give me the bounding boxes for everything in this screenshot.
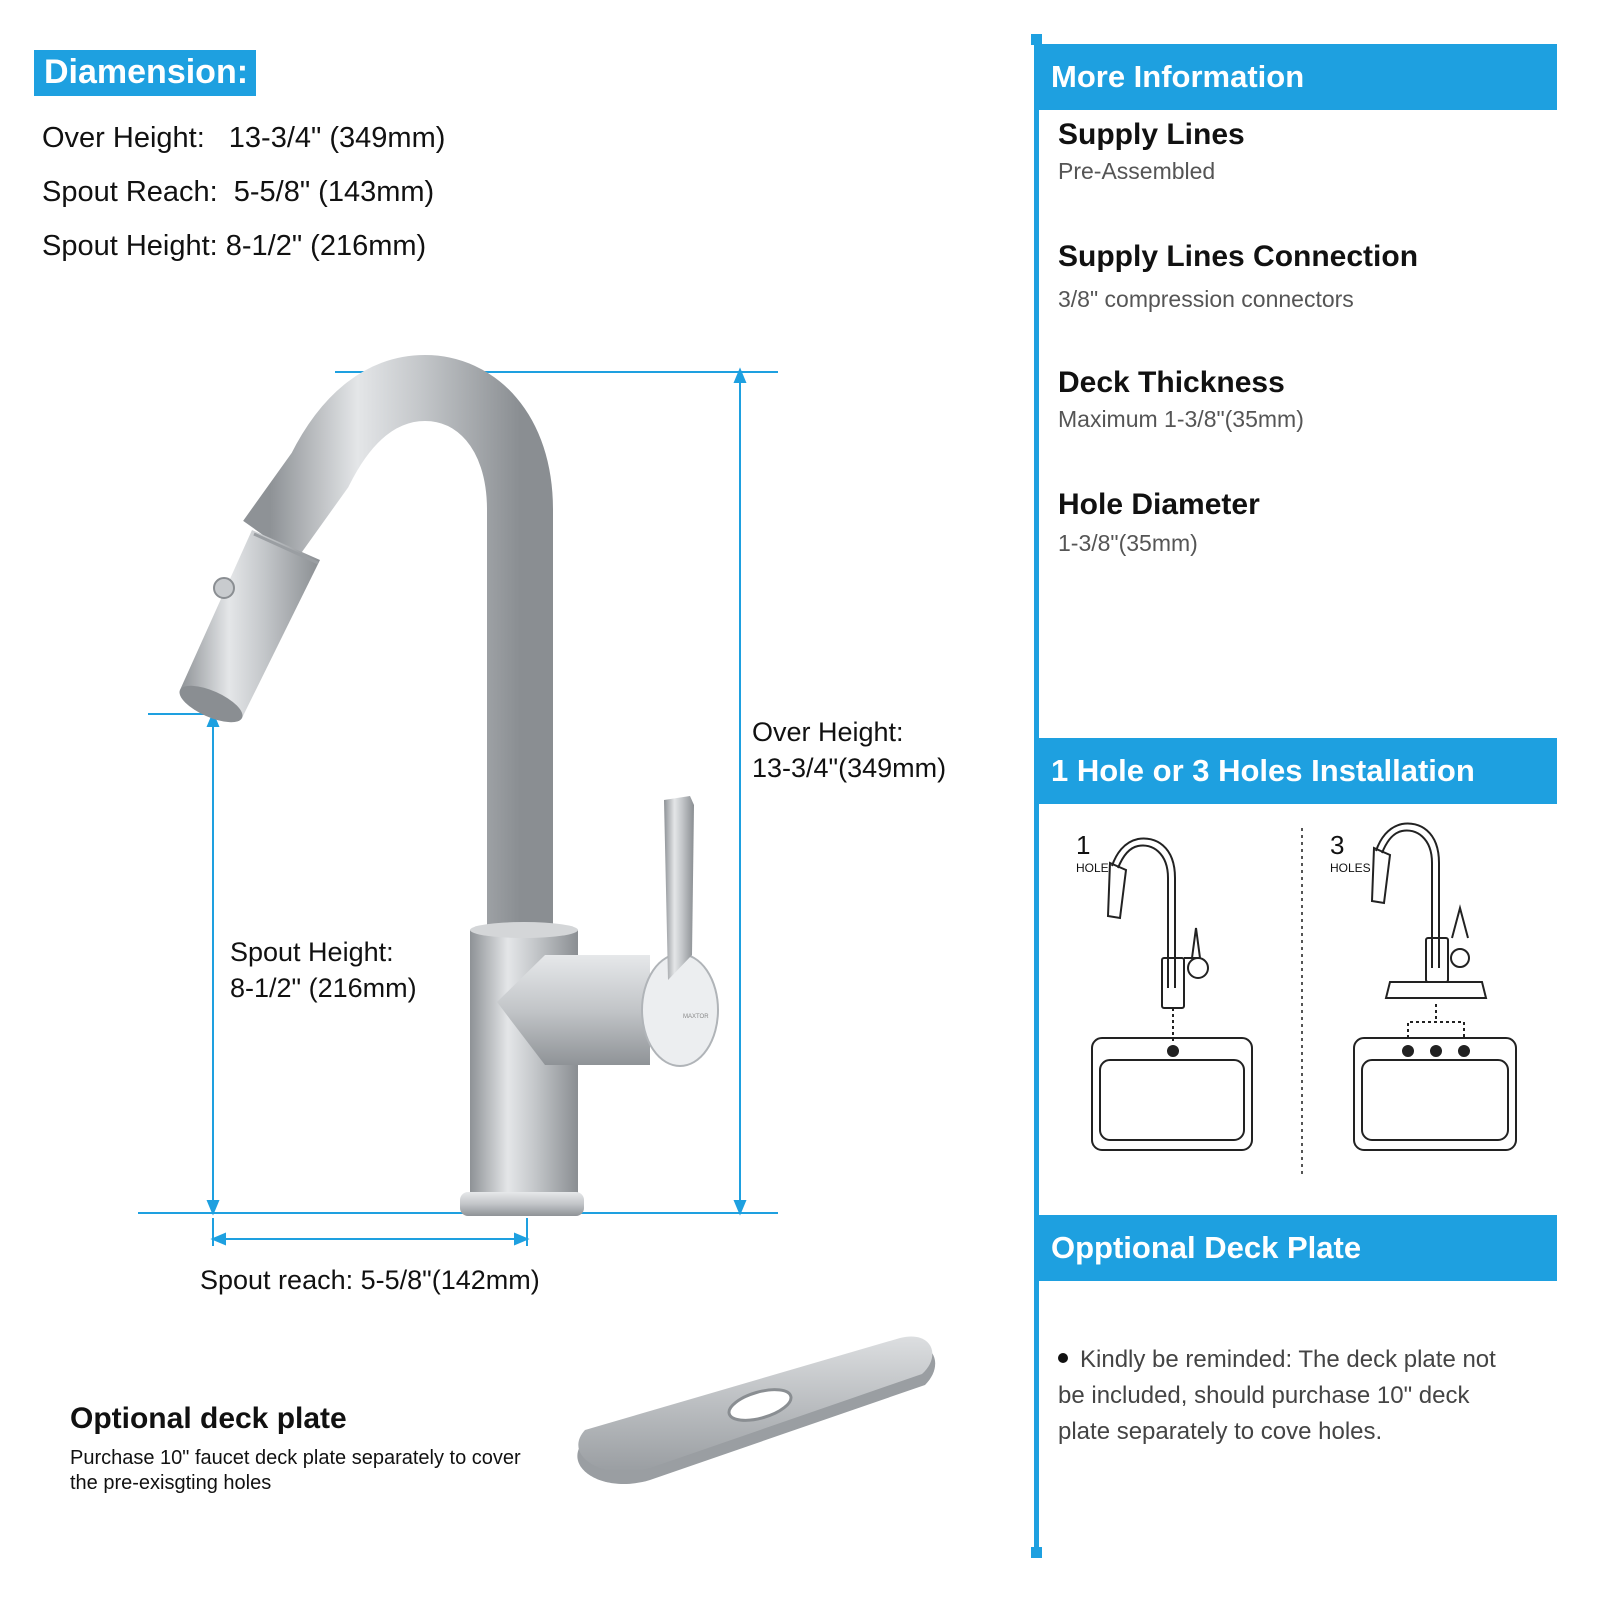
over-height-value: 13-3/4"(349mm) — [752, 753, 947, 783]
info-value: Pre-Assembled — [1058, 158, 1216, 184]
one-hole-label — [1076, 830, 1109, 875]
spout-height-label: Spout Height: — [230, 937, 394, 967]
installation-header: 1 Hole or 3 Holes Installation — [1039, 738, 1557, 804]
info-label: Supply Lines Connection — [1058, 240, 1419, 273]
faucet-image — [175, 388, 718, 1216]
spout-height-value: 8-1/2" (216mm) — [230, 973, 417, 1003]
hole-text: HOLE — [1076, 861, 1109, 875]
arrow-down — [735, 1201, 745, 1213]
deck-note-text: Kindly be reminded: The deck plate not be included, should purchase 10" deck plate separately to cove holes. — [1058, 1346, 1496, 1445]
info-value: 3/8" compression connectors — [1058, 286, 1354, 312]
spec-value: 13-3/4" (349mm) — [228, 122, 446, 154]
spout-reach-label: Spout reach: 5-5/8"(142mm) — [200, 1265, 540, 1295]
divider-cap-bottom — [1031, 1547, 1042, 1558]
spec-value: 5-5/8" (143mm) — [233, 176, 435, 208]
over-height-annotation — [752, 714, 946, 786]
installation-diagram — [1040, 808, 1560, 1198]
deck-plate-title: Optional deck plate — [70, 1402, 347, 1435]
arrow-down — [208, 1201, 218, 1213]
hole-number: 1 — [1076, 830, 1091, 860]
info-label: Hole Diameter — [1058, 488, 1260, 521]
hole-number: 3 — [1330, 830, 1345, 860]
info-label: Supply Lines — [1058, 118, 1245, 151]
more-info-header: More Information — [1039, 44, 1557, 110]
three-hole-label — [1330, 830, 1371, 875]
spec-label: Spout Height: — [42, 230, 218, 262]
deck-note — [1058, 1342, 1528, 1450]
spec-label: Spout Reach: — [42, 176, 218, 208]
arrow-left — [213, 1234, 225, 1244]
spec-label: Over Height: — [42, 122, 205, 154]
spout-height-annotation — [230, 934, 417, 1006]
bullet-icon — [1058, 1353, 1068, 1363]
over-height-label: Over Height: — [752, 717, 904, 747]
arrow-right — [515, 1234, 527, 1244]
three-hole-illustration — [1354, 823, 1516, 1150]
deck-plate-image — [577, 1337, 935, 1485]
info-value: 1-3/8"(35mm) — [1058, 530, 1198, 556]
optional-deck-header: Opptional Deck Plate — [1039, 1215, 1557, 1281]
info-value: Maximum 1-3/8"(35mm) — [1058, 406, 1304, 432]
deck-plate-text: Purchase 10" faucet deck plate separately to cover the pre-exisgting holes — [70, 1447, 521, 1494]
one-hole-illustration — [1092, 838, 1252, 1150]
hole-text: HOLES — [1330, 861, 1371, 875]
brand-mark: MAXTOR — [683, 1014, 709, 1020]
spec-value: 8-1/2" (216mm) — [225, 230, 427, 262]
dimension-title: Diamension: — [34, 50, 256, 96]
info-label: Deck Thickness — [1058, 366, 1285, 399]
